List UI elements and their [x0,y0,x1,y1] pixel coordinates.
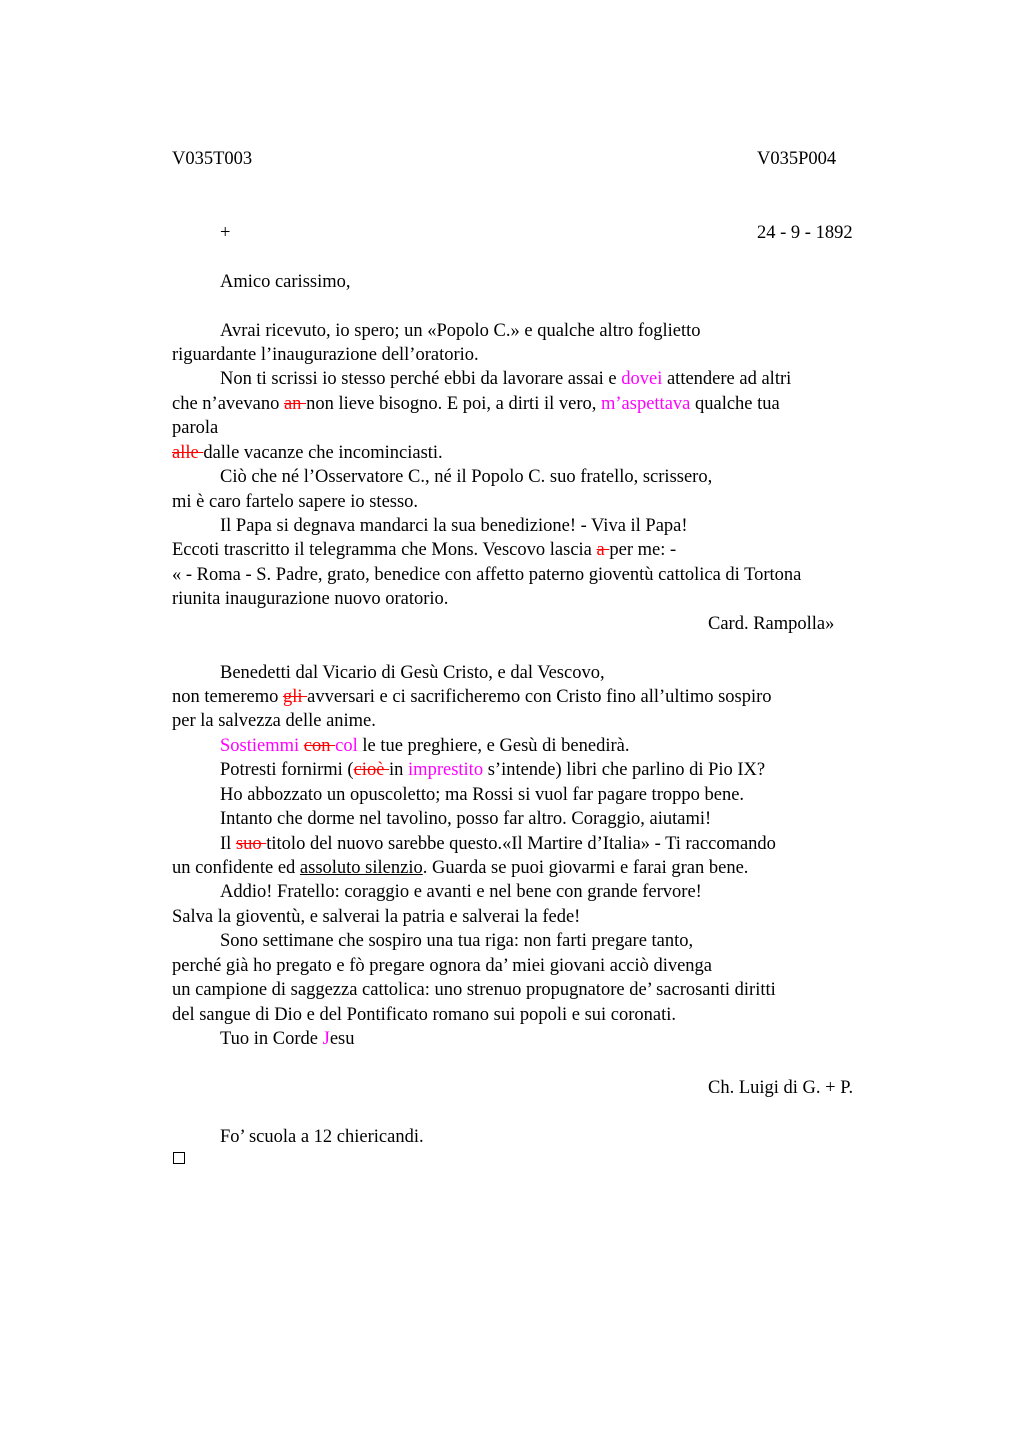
letter-date: 24 - 9 - 1892 [757,223,853,243]
text-line: Il Papa si degnava mandarci la sua benedizione! - Viva il Papa! [220,516,688,536]
deleted-word: con [303,736,336,756]
deleted-word: suo [235,834,267,854]
inserted-word: imprestito [408,760,484,780]
inserted-word: m’aspettava [601,394,691,414]
inserted-letter: J [322,1029,330,1049]
cross-mark: + [220,223,231,243]
deleted-word: gli [282,687,308,707]
text-line: non temeremo gli avversari e ci sacrificheremo con Cristo fino all’ultimo sospiro [172,687,772,707]
text-line: Eccoti trascritto il telegramma che Mons. Vescovo lascia a per me: - [172,540,677,560]
postscript: Fo’ scuola a 12 chiericandi. [220,1127,424,1147]
telegram-line: riunita inaugurazione nuovo oratorio. [172,589,449,609]
text-line: Sostiemmi con col le tue preghiere, e Gesù di benedirà. [220,736,630,756]
text-line: Ciò che né l’Osservatore C., né il Popolo C. suo fratello, scrissero, [220,467,713,487]
inserted-word: dovei [621,369,663,389]
signature: Ch. Luigi di G. + P. [708,1078,854,1098]
text-line: perché già ho pregato e fò pregare ognora da’ miei giovani acciò divenga [172,956,713,976]
text-line: Il suo titolo del nuovo sarebbe questo.«Il Martire d’Italia» - Ti raccomando [220,834,776,854]
deleted-word: a [596,540,610,560]
end-marker-box [173,1152,185,1164]
text-line: Intanto che dorme nel tavolino, posso far altro. Coraggio, aiutami! [220,809,712,829]
document-code-left: V035T003 [172,149,253,169]
inserted-word: col [335,736,358,756]
telegram-signature: Card. Rampolla» [708,614,835,634]
telegram-line: « - Roma - S. Padre, grato, benedice con affetto paterno gioventù cattolica di Tortona [172,565,802,585]
text-line: alle dalle vacanze che incominciasti. [172,443,443,463]
text-line: riguardante l’inaugurazione dell’oratorio. [172,345,479,365]
salutation: Amico carissimo, [220,272,351,292]
deleted-word: an [283,394,307,414]
text-line: che n’avevano an non lieve bisogno. E poi, a dirti il vero, m’aspettava qualche tua [172,394,780,414]
document-code-right: V035P004 [757,149,837,169]
deleted-word: cioè [353,760,390,780]
underlined-phrase: assoluto silenzio [299,858,423,878]
text-line: un campione di saggezza cattolica: uno strenuo propugnatore de’ sacrosanti diritti [172,980,776,1000]
text-line: del sangue di Dio e del Pontificato romano sui popoli e sui coronati. [172,1005,677,1025]
text-line: parola [172,418,219,438]
text-line: Addio! Fratello: coraggio e avanti e nel bene con grande fervore! [220,882,702,902]
text-line: un confidente ed assoluto silenzio. Guarda se puoi giovarmi e farai gran bene. [172,858,749,878]
text-line: per la salvezza delle anime. [172,711,376,731]
text-line: Avrai ricevuto, io spero; un «Popolo C.» e qualche altro foglietto [220,321,701,341]
text-line: Ho abbozzato un opuscoletto; ma Rossi si vuol far pagare troppo bene. [220,785,745,805]
deleted-word: alle [172,443,204,463]
text-line: Non ti scrissi io stesso perché ebbi da lavorare assai e dovei attendere ad altri [220,369,792,389]
text-line: Benedetti dal Vicario di Gesù Cristo, e dal Vescovo, [220,663,605,683]
inserted-word: Sostiemmi [220,736,300,756]
closing-line: Tuo in Corde Jesu [220,1029,355,1049]
text-line: mi è caro fartelo sapere io stesso. [172,492,419,512]
text-line: Potresti fornirmi (cioè in imprestito s’intende) libri che parlino di Pio IX? [220,760,766,780]
text-line: Salva la gioventù, e salverai la patria e salverai la fede! [172,907,581,927]
text-line: Sono settimane che sospiro una tua riga: non farti pregare tanto, [220,931,694,951]
